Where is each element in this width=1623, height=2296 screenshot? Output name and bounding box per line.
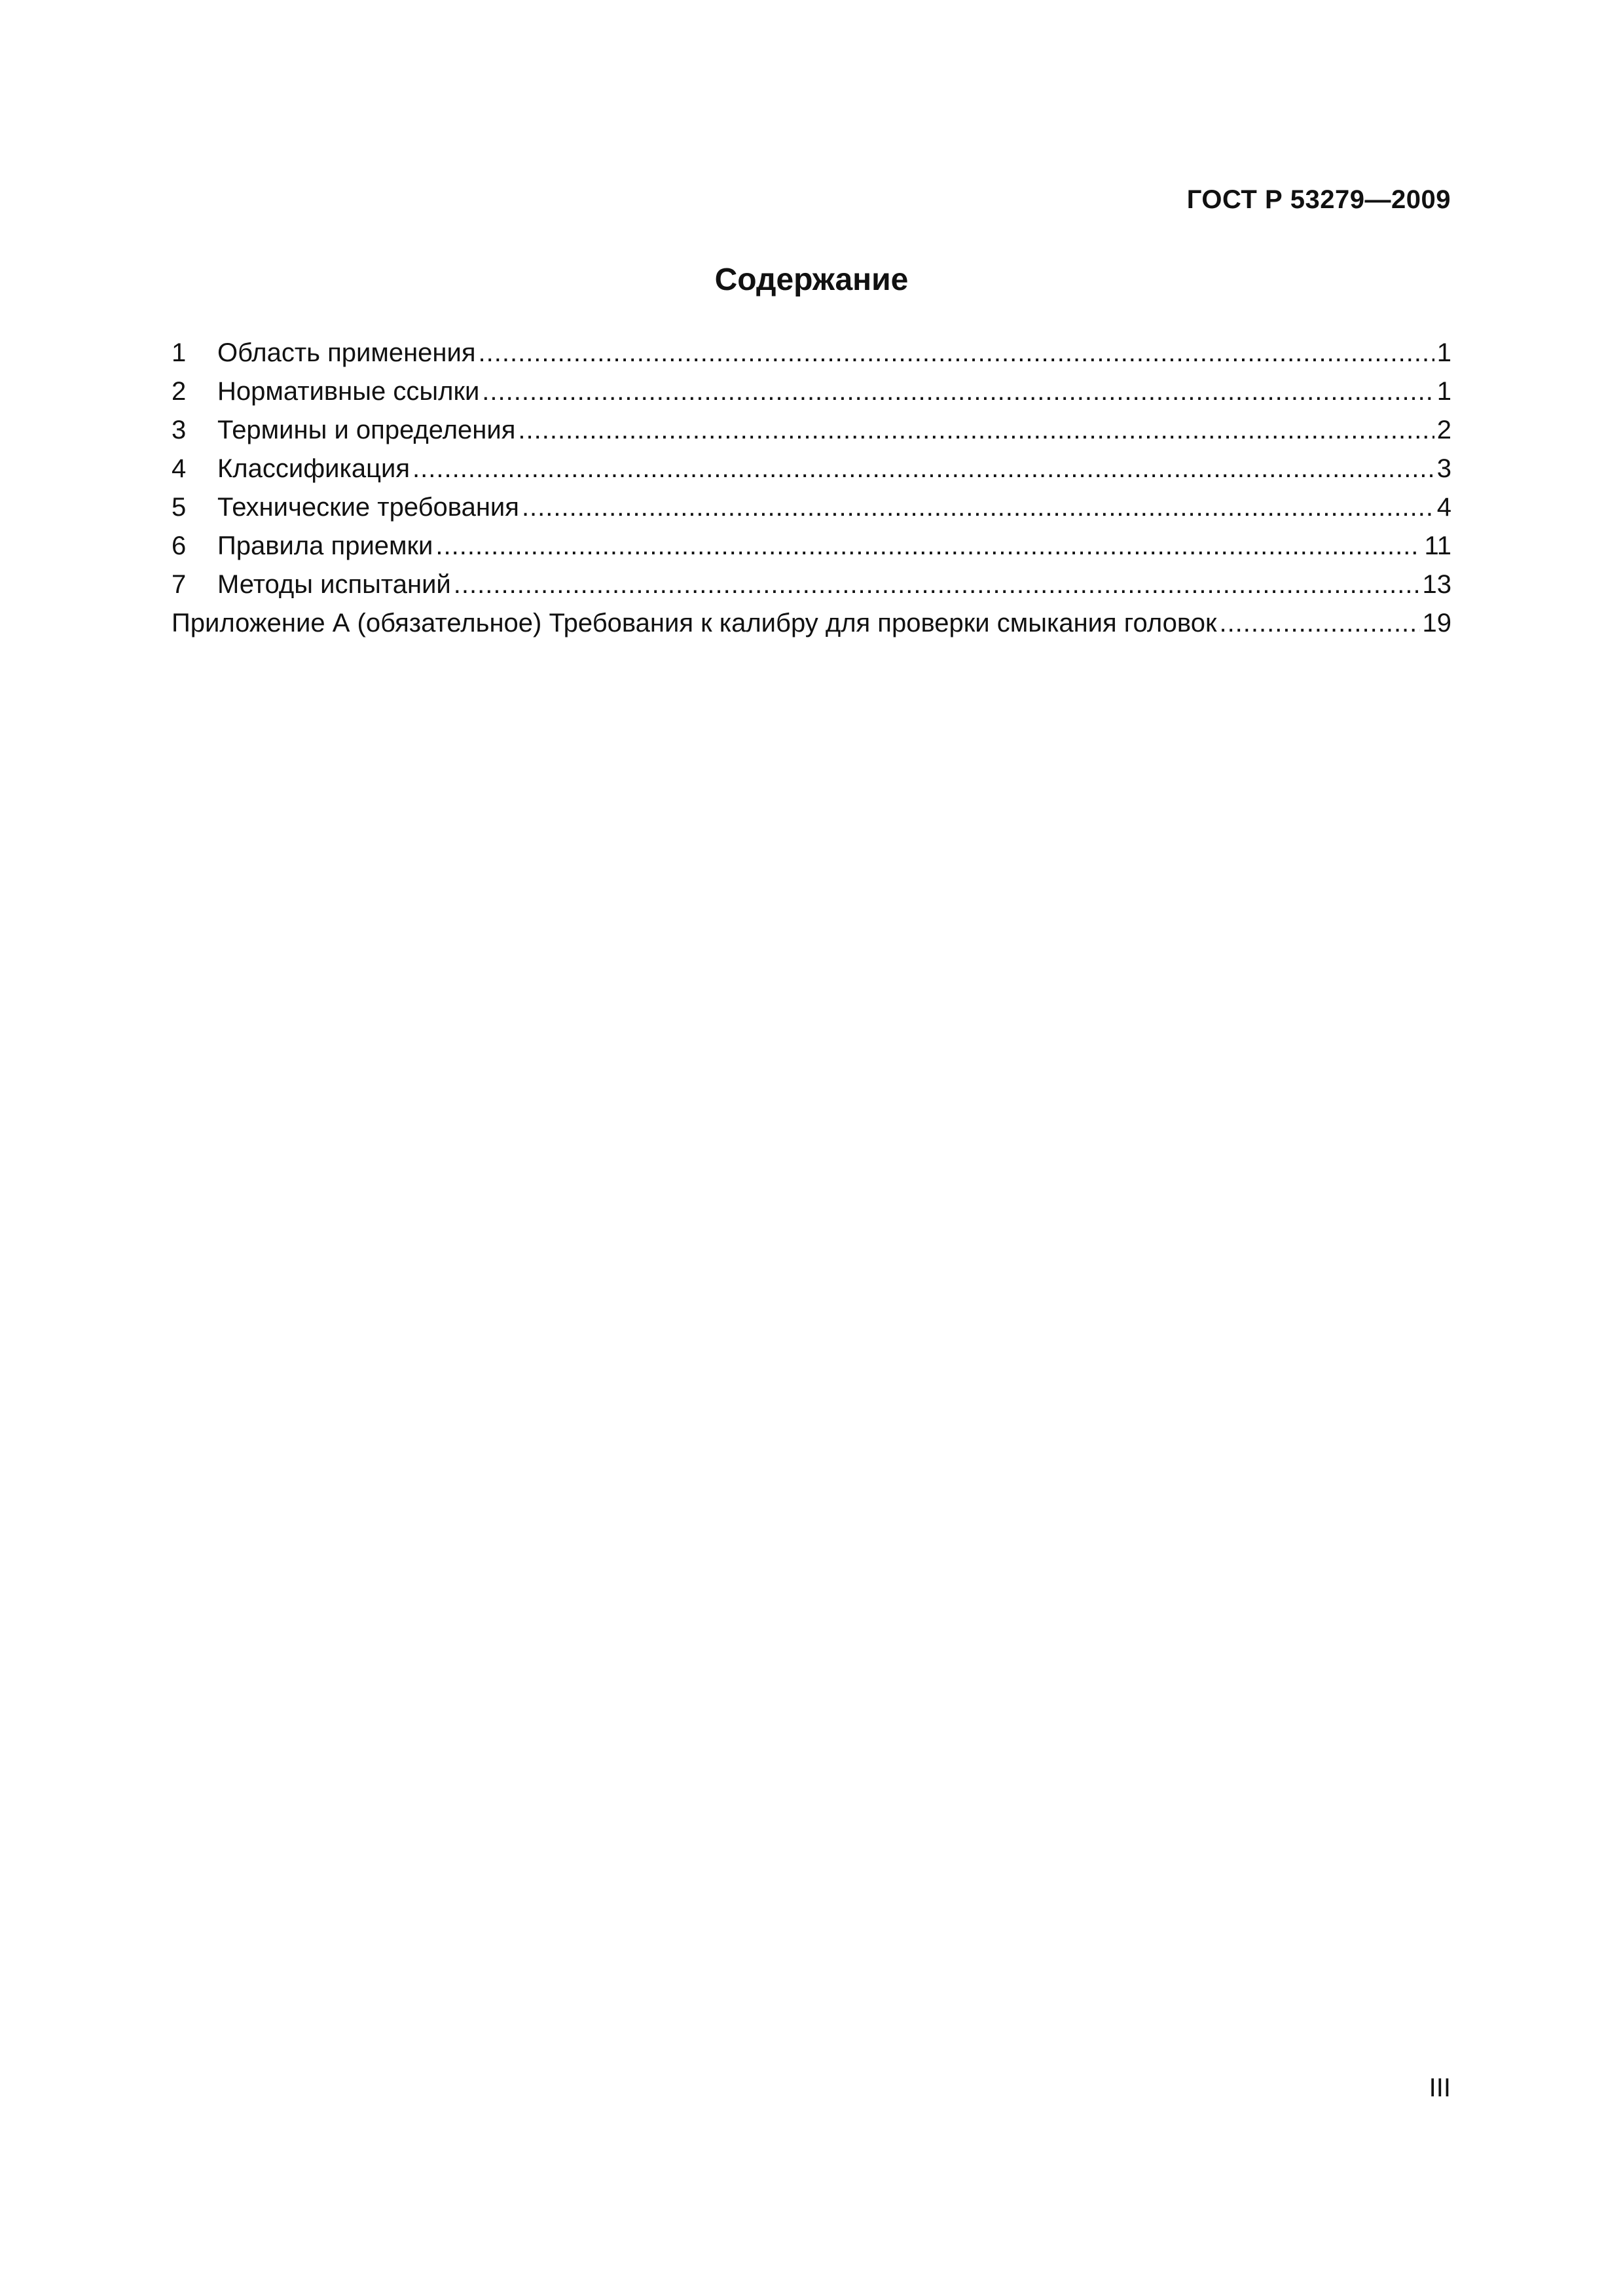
toc-entry-appendix[interactable] — [172, 604, 1451, 643]
toc-leader-dots — [435, 527, 1421, 565]
toc-leader-dots — [412, 450, 1434, 488]
toc-entry-label: Классификация — [217, 454, 410, 483]
page-number: III — [1429, 2073, 1451, 2102]
toc-entry-label: Нормативные ссылки — [217, 377, 480, 406]
toc-entry-page: 4 — [1436, 493, 1451, 522]
toc-entry[interactable] — [172, 372, 1451, 411]
document-code: ГОСТ Р 53279—2009 — [1186, 185, 1451, 214]
toc-entry-page: 13 — [1422, 570, 1451, 599]
toc-entry-label: Приложение А (обязательное) Требования к калибру для проверки смыкания головок — [172, 609, 1217, 637]
toc-entry-number: 6 — [172, 531, 187, 560]
toc-entry-number: 1 — [172, 338, 187, 367]
table-of-contents — [172, 334, 1451, 643]
toc-entry-label: Правила приемки — [217, 531, 433, 560]
toc-entry[interactable] — [172, 565, 1451, 604]
toc-leader-dots — [454, 565, 1420, 604]
toc-leader-dots — [518, 411, 1434, 450]
toc-entry-page: 2 — [1436, 416, 1451, 444]
toc-entry-label: Технические требования — [217, 493, 519, 522]
toc-entry[interactable] — [172, 411, 1451, 450]
toc-entry[interactable] — [172, 488, 1451, 527]
toc-leader-dots — [479, 334, 1434, 372]
toc-entry-page: 3 — [1436, 454, 1451, 483]
toc-entry[interactable] — [172, 334, 1451, 372]
toc-entry-page: 1 — [1436, 338, 1451, 367]
toc-entry-number: 5 — [172, 493, 187, 522]
toc-leader-dots — [1219, 604, 1419, 643]
toc-entry-label: Методы испытаний — [217, 570, 451, 599]
toc-entry[interactable] — [172, 527, 1451, 565]
toc-entry-label: Область применения — [217, 338, 476, 367]
toc-entry[interactable] — [172, 450, 1451, 488]
toc-entry-page: 11 — [1424, 531, 1451, 560]
toc-entry-label: Термины и определения — [217, 416, 516, 444]
toc-entry-page: 19 — [1422, 609, 1451, 637]
toc-entry-number: 4 — [172, 454, 187, 483]
toc-entry-number: 2 — [172, 377, 187, 406]
toc-entry-page: 1 — [1436, 377, 1451, 406]
toc-leader-dots — [482, 372, 1434, 411]
toc-entry-number: 7 — [172, 570, 187, 599]
toc-title: Содержание — [714, 262, 909, 297]
toc-leader-dots — [522, 488, 1434, 527]
toc-entry-number: 3 — [172, 416, 187, 444]
